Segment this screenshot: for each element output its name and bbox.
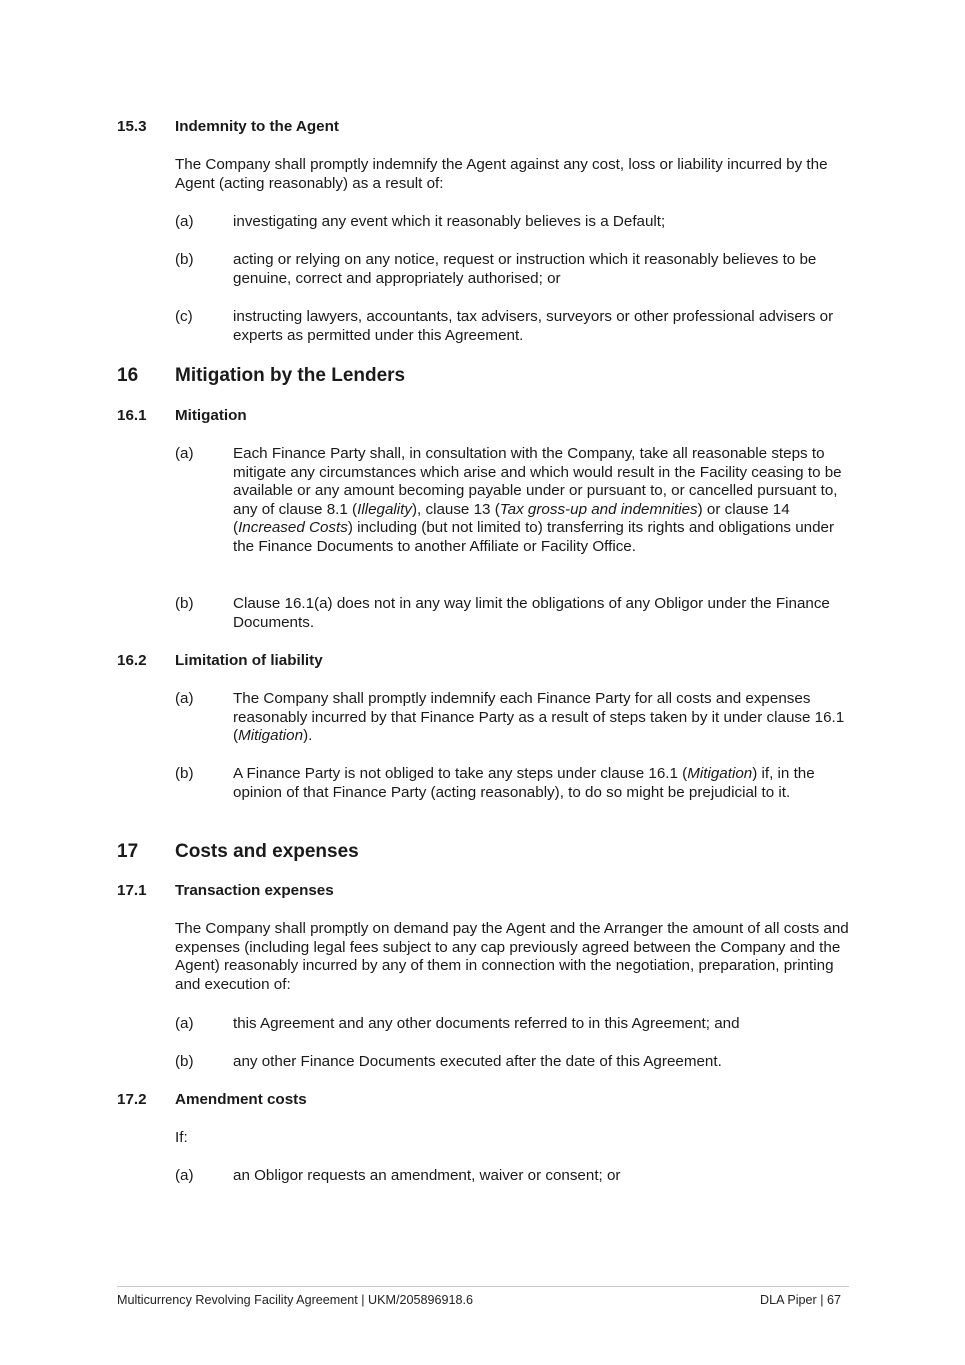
clause-15-3-b-text: acting or relying on any notice, request or instruction which it reasonably believes to be genuine, correct and appropriately authorised; or [233,251,817,287]
clause-number-17-1: 17.1 [117,882,147,899]
clause-16-2-a-text [233,690,855,746]
section-number-16: 16 [117,365,139,386]
text-run: ) if, in the opinion of that Finance Party (acting reasonably), to do so might be prejudicial to it. [233,765,815,801]
clause-heading-17-2: Amendment costs [175,1091,307,1108]
clause-reference-mitigation: Mitigation [687,765,753,782]
clause-heading-16-2: Limitation of liability [175,652,323,669]
clause-17-1-a-text: this Agreement and any other documents referred to in this Agreement; and [233,1015,740,1032]
footer-document-reference: Multicurrency Revolving Facility Agreement | UKM/205896918.6 [117,1293,474,1307]
clause-17-2-intro: If: [175,1129,188,1146]
clause-reference-mitigation: Mitigation [238,727,304,745]
clause-17-2-a-label: (a) [175,1167,194,1184]
clause-number-17-2: 17.2 [117,1091,147,1108]
text-run: ) including (but not limited to) transferring its rights and obligations under the Finance Documents to another Affiliate or Facility Office. [233,519,835,555]
clause-16-1-a-text [233,445,855,557]
section-heading-16: Mitigation by the Lenders [175,365,406,386]
clause-reference-increased-costs: Increased Costs [238,519,348,537]
clause-number-16-2: 16.2 [117,652,147,669]
text-run: Each Finance Party shall, in consultation with the Company, take all reasonable steps to mitigate any circumstances which arise and which would result in the Facility ceasing to be available or any amount becoming payable under or pursuant to, or cancelled pursuant to, any of clause 8.1 ( [233,445,842,518]
clause-15-3-b-label: (b) [175,251,194,268]
clause-17-2-a-text: an Obligor requests an amendment, waiver or consent; or [233,1167,621,1184]
clause-reference-tax-gross-up: Tax gross-up and indemnities [499,500,698,518]
clause-15-3-a-label: (a) [175,213,194,230]
text-run: The Company shall promptly indemnify each Finance Party for all costs and expenses reasonably incurred by that Finance Party as a result of steps taken by it under clause 16.1 ( [233,690,845,745]
clause-17-1-intro: The Company shall promptly on demand pay the Agent and the Arranger the amount of all costs and expenses (including legal fees subject to any cap previously agreed between the Company and the Agent) reasonably incurred by any of them in connection with the negotiation, preparation, printing and execution of: [175,920,849,993]
text-run: ). [303,727,313,745]
footer-divider [117,1286,849,1287]
clause-17-1-b-text: any other Finance Documents executed after the date of this Agreement. [233,1053,722,1070]
clause-17-1-a-label: (a) [175,1015,194,1032]
clause-heading-16-1: Mitigation [175,407,247,424]
footer-page-number: DLA Piper | 67 [760,1293,841,1307]
text-run: A Finance Party is not obliged to take any steps under clause 16.1 ( [233,765,688,782]
clause-16-2-a-label: (a) [175,690,194,707]
clause-16-1-a-label: (a) [175,445,194,462]
clause-15-3-c-text: instructing lawyers, accountants, tax advisers, surveyors or other professional advisers or experts as permitted under this Agreement. [233,308,834,344]
section-heading-17: Costs and expenses [175,841,359,862]
clause-16-2-b-text [233,765,855,802]
clause-15-3-c-label: (c) [175,308,193,325]
clause-15-3-intro: The Company shall promptly indemnify the Agent against any cost, loss or liability incurred by the Agent (acting reasonably) as a result of: [175,156,828,192]
clause-reference-illegality: Illegality [357,500,412,518]
clause-17-1-b-label: (b) [175,1053,194,1070]
clause-16-1-b-label: (b) [175,595,194,612]
clause-16-1-b-text: Clause 16.1(a) does not in any way limit the obligations of any Obligor under the Finance Documents. [233,595,830,631]
clause-heading-15-3: Indemnity to the Agent [175,118,339,135]
clause-15-3-a-text: investigating any event which it reasonably believes is a Default; [233,213,666,230]
clause-number-15-3: 15.3 [117,118,147,135]
text-run: ), clause 13 ( [411,500,500,518]
section-number-17: 17 [117,841,139,862]
clause-16-2-b-label: (b) [175,765,194,782]
text-run: ) or clause 14 ( [233,500,790,537]
clause-number-16-1: 16.1 [117,407,147,424]
clause-heading-17-1: Transaction expenses [175,882,334,899]
